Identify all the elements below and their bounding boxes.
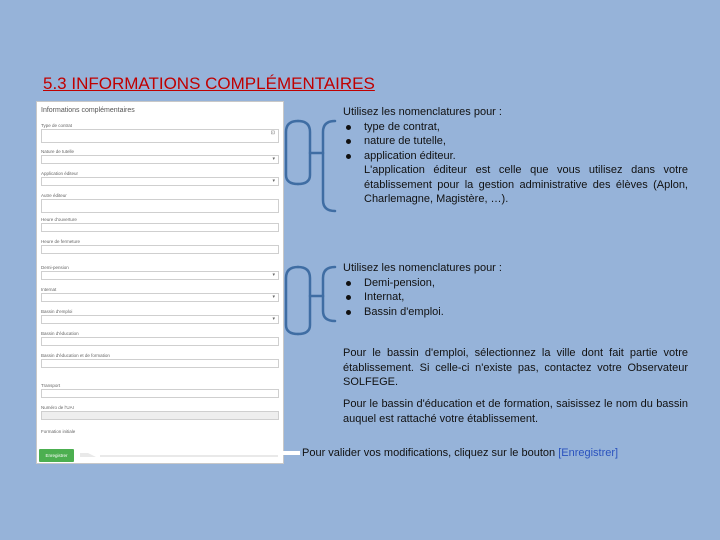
field-label: Formation initiale [41, 429, 76, 434]
list-item: Internat, [343, 290, 688, 305]
field-label: Type de contrat [41, 123, 73, 128]
bracket-shape [323, 121, 335, 211]
field-label: Demi-pension [41, 265, 69, 270]
field-label: Bassin d'emploi [41, 309, 73, 314]
arrow-icon [88, 447, 300, 459]
editor-note: L'application éditeur est celle que vous utilisez dans votre établissement pour la gestion administrative des élèves (Aplon, Charlemagne, Magistère, …). [364, 164, 688, 205]
bullet-list [343, 276, 688, 320]
save-instruction [302, 446, 712, 461]
chevron-down-icon: ▾ [272, 156, 275, 162]
paragraph-bassin-education: Pour le bassin d'éducation et de formation, saisissez le nom du bassin auquel est rattaché votre établissement. [343, 398, 688, 425]
field-label: Application éditeur [41, 171, 79, 176]
field-label: Bassin d'éducation [41, 331, 79, 336]
field-label: Heure d'ouverture [41, 217, 77, 222]
chevron-down-icon: ▾ [272, 316, 275, 322]
bracket-shape [286, 267, 298, 334]
field-label: Autre éditeur [41, 193, 67, 198]
section-intro: Utilisez les nomenclatures pour : [343, 262, 502, 274]
section-nomenclatures-2 [343, 261, 688, 319]
list-item: type de contrat, [343, 120, 688, 135]
list-item: nature de tutelle, [343, 134, 688, 149]
list-item: Demi-pension, [343, 276, 688, 291]
bracket-shape [286, 121, 298, 184]
save-button[interactable]: Enregistrer [39, 449, 74, 462]
bracket-shape [298, 267, 310, 334]
bullet-list [343, 120, 688, 164]
save-instruction-text: Pour valider vos modifications, cliquez sur le bouton [302, 447, 556, 459]
field-label: Bassin d'éducation et de formation [41, 353, 110, 358]
chevron-down-icon: ▾ [272, 272, 275, 278]
form-header: Informations complémentaires [41, 107, 135, 114]
slide-title: 5.3 INFORMATIONS COMPLÉMENTAIRES [43, 74, 375, 93]
bracket-shape [298, 121, 310, 184]
field-label: Nature de tutelle [41, 149, 75, 154]
section-nomenclatures-1 [343, 105, 688, 207]
section-intro: Utilisez les nomenclatures pour : [343, 106, 502, 118]
paragraph-bassin-emploi: Pour le bassin d'emploi, sélectionnez la ville dont fait partie votre établissement. Si celle-ci n'existe pas, contactez votre Observateur SOLFEGE. [343, 347, 688, 388]
list-item: Bassin d'emploi. [343, 305, 688, 320]
bracket-shape [323, 267, 335, 321]
chevron-down-icon: ▾ [272, 178, 275, 184]
field-label: Internat [41, 287, 57, 292]
select-icon: ⊡ [270, 130, 275, 136]
field-label: Transport [41, 383, 61, 388]
field-label: Numéro de l'UAI [41, 405, 74, 410]
save-button-reference: [Enregistrer] [558, 447, 619, 459]
field-label: Heure de fermeture [41, 239, 81, 244]
chevron-down-icon: ▾ [272, 294, 275, 300]
list-item: application éditeur. [343, 149, 688, 164]
